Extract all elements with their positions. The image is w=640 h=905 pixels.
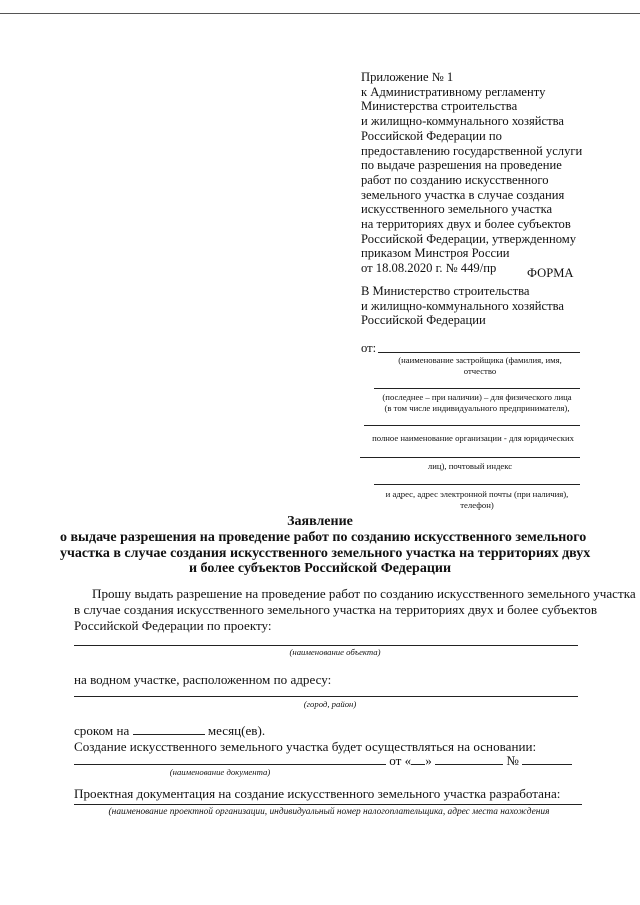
appendix-line: искусственного земельного участка	[361, 202, 553, 217]
document-hint: (наименование документа)	[169, 767, 271, 777]
appendix-line: Российской Федерации по	[361, 128, 502, 143]
appendix-line: по выдаче разрешения на проведение	[361, 158, 562, 173]
applicant-hint: телефон)	[460, 500, 494, 510]
from-label: от:	[361, 341, 377, 355]
applicant-name-field[interactable]	[378, 352, 580, 353]
appendix-line: на территориях двух и более субъектов	[361, 217, 571, 232]
page-top-edge	[0, 13, 640, 14]
term-row	[74, 723, 265, 739]
document-name-field[interactable]	[74, 753, 386, 765]
appendix-line: работ по созданию искусственного	[361, 172, 549, 187]
subtitle-line: и более субъектов Российской Федерации	[188, 561, 452, 577]
object-name-field[interactable]	[74, 645, 578, 646]
request-text: в случае создания искусственного земельного участка на территориях двух и более субъектов	[74, 602, 598, 617]
basis-text: Создание искусственного земельного участка будет осуществляться на основании:	[74, 739, 537, 754]
applicant-hint: (в том числе индивидуального предпринимателя),	[384, 403, 570, 413]
appendix-line: к Административному регламенту	[361, 84, 546, 99]
request-text: Прошу выдать разрешение на проведение работ по созданию искусственного земельного участка	[92, 586, 636, 601]
addressee-line: и жилищно-коммунального хозяйства	[361, 298, 564, 313]
date-month-field[interactable]	[435, 753, 503, 765]
water-plot-text: на водном участке, расположенном по адресу:	[74, 672, 332, 687]
applicant-line-field[interactable]	[364, 425, 580, 426]
addressee-line: В Министерство строительства	[361, 284, 530, 298]
number-sign: №	[506, 753, 519, 768]
appendix-line: Российской Федерации, утвержденному	[361, 231, 577, 246]
term-prefix: сроком на	[74, 723, 130, 738]
appendix-line: Министерства строительства	[361, 99, 518, 114]
term-months-field[interactable]	[133, 723, 205, 735]
document-number-field[interactable]	[522, 753, 572, 765]
appendix-line: от 18.08.2020 г. № 449/пр	[361, 261, 497, 276]
appendix-line: предоставлению государственной услуги	[361, 143, 583, 158]
city-hint: (город, район)	[303, 699, 357, 709]
applicant-hint: (последнее – при наличии) – для физического лица	[382, 392, 572, 402]
addressee-line: Российской Федерации	[361, 313, 486, 328]
term-suffix: месяц(ев).	[207, 723, 266, 738]
appendix-line: земельного участка в случае создания	[361, 187, 565, 202]
object-hint: (наименование объекта)	[289, 647, 381, 657]
applicant-line-field[interactable]	[360, 457, 580, 458]
document-subtitle	[60, 530, 591, 577]
applicant-line-field[interactable]	[374, 388, 580, 389]
date-close: »	[425, 753, 432, 768]
applicant-line-field[interactable]	[374, 484, 580, 485]
addressee-block	[361, 284, 564, 328]
applicant-hint: отчество	[463, 366, 497, 376]
document-title: Заявление	[287, 514, 353, 529]
date-day-field[interactable]	[411, 753, 425, 765]
form-label: ФОРМА	[527, 266, 574, 280]
appendix-line: и жилищно-коммунального хозяйства	[361, 114, 564, 129]
subtitle-line: о выдаче разрешения на проведение работ по созданию искусственного земельного	[60, 530, 587, 545]
appendix-line: Приложение № 1	[361, 70, 454, 84]
document-row	[74, 753, 572, 769]
appendix-line: приказом Минстроя России	[361, 246, 510, 261]
address-field[interactable]	[74, 696, 578, 697]
request-text: Российской Федерации по проекту:	[74, 618, 272, 633]
appendix-block	[361, 70, 582, 276]
org-hint: (наименование проектной организации, индивидуальный номер налогоплательщика, адрес места нахождения	[108, 807, 550, 817]
project-org-field[interactable]	[74, 804, 582, 805]
applicant-hint: лиц), почтовый индекс	[427, 461, 513, 471]
applicant-hint: и адрес, адрес электронной почты (при наличия),	[385, 489, 569, 499]
subtitle-line: участка в случае создания искусственного земельного участка на территориях двух	[60, 545, 591, 561]
applicant-hint: (наименование застройщика (фамилия, имя,	[398, 355, 562, 365]
applicant-hint: полное наименование организации - для юридических	[372, 433, 574, 443]
project-docs-text: Проектная документация на создание искусственного земельного участка разработана:	[74, 786, 561, 801]
date-from: от «	[389, 753, 412, 768]
